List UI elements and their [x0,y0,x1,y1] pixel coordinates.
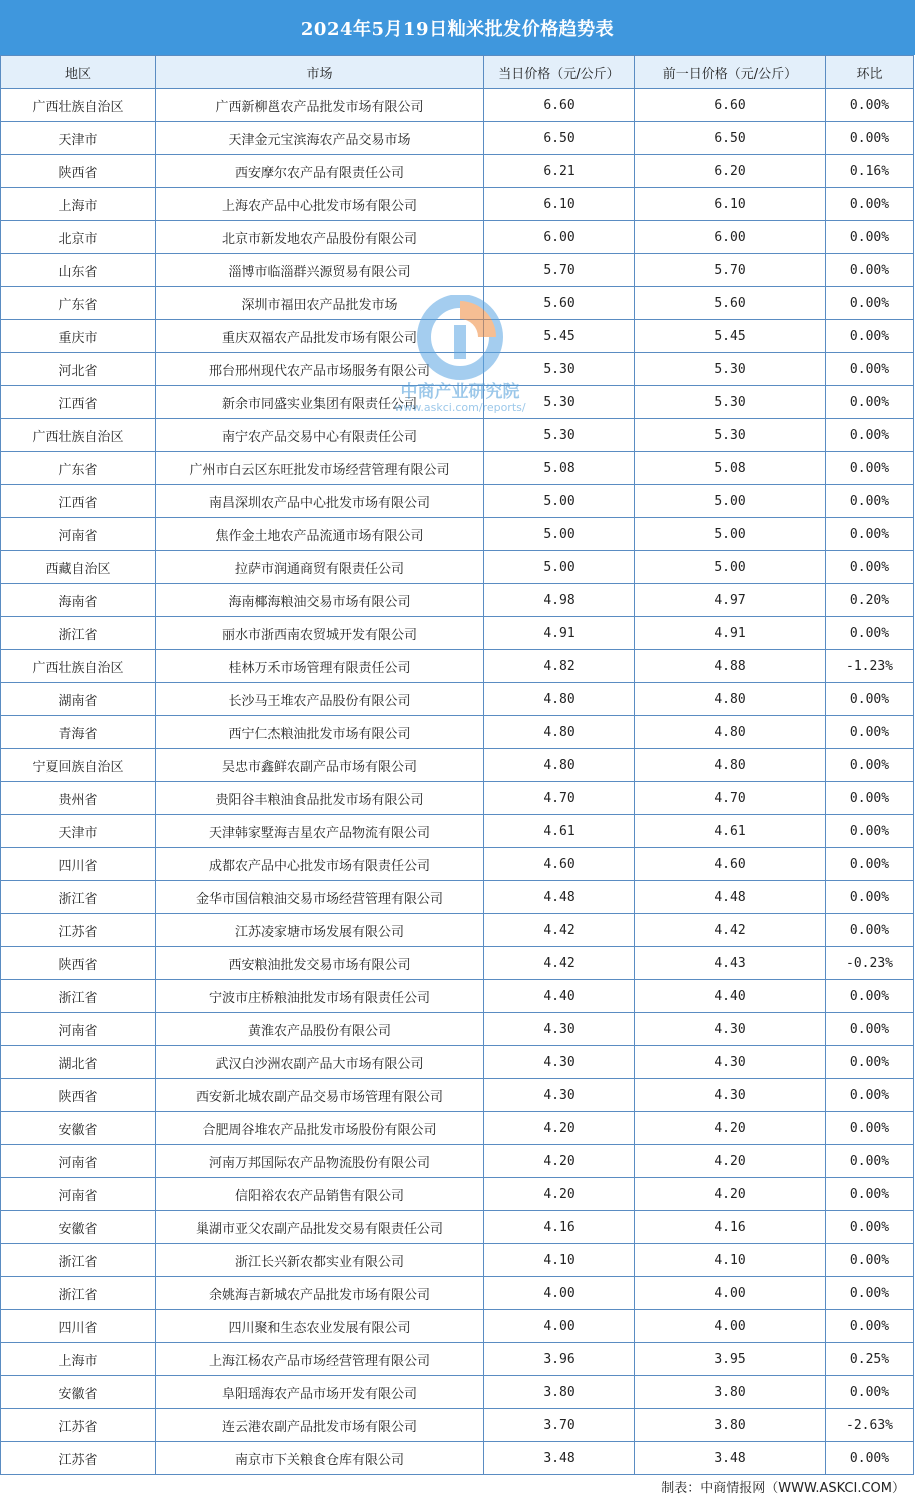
cell-prev-price: 4.00 [635,1277,826,1310]
table-row [1,914,914,947]
cell-prev-price: 5.30 [635,386,826,419]
cell-change: 0.00% [826,122,914,155]
table-row [1,452,914,485]
cell-today-price: 4.48 [484,881,635,914]
table-body [1,89,914,1475]
cell-region: 江苏省 [1,1442,156,1475]
cell-prev-price: 3.80 [635,1376,826,1409]
header-prev-price: 前一日价格（元/公斤） [635,56,826,89]
cell-region: 江苏省 [1,1409,156,1442]
table-row [1,386,914,419]
cell-market: 合肥周谷堆农产品批发市场股份有限公司 [156,1112,484,1145]
cell-change: 0.00% [826,749,914,782]
cell-change: 0.00% [826,617,914,650]
cell-market: 南京市下关粮食仓库有限公司 [156,1442,484,1475]
cell-change: 0.00% [826,188,914,221]
cell-today-price: 5.30 [484,353,635,386]
cell-market: 贵阳谷丰粮油食品批发市场有限公司 [156,782,484,815]
cell-change: 0.00% [826,914,914,947]
cell-prev-price: 6.10 [635,188,826,221]
cell-region: 青海省 [1,716,156,749]
cell-today-price: 3.80 [484,1376,635,1409]
cell-region: 安徽省 [1,1376,156,1409]
cell-today-price: 4.80 [484,683,635,716]
cell-prev-price: 4.97 [635,584,826,617]
header-today-price: 当日价格（元/公斤） [484,56,635,89]
table-row [1,1178,914,1211]
cell-market: 天津金元宝滨海农产品交易市场 [156,122,484,155]
cell-prev-price: 4.30 [635,1046,826,1079]
cell-region: 贵州省 [1,782,156,815]
cell-market: 桂林万禾市场管理有限责任公司 [156,650,484,683]
cell-region: 浙江省 [1,980,156,1013]
cell-today-price: 4.80 [484,749,635,782]
cell-today-price: 4.61 [484,815,635,848]
cell-region: 河南省 [1,1013,156,1046]
cell-region: 天津市 [1,122,156,155]
cell-today-price: 4.80 [484,716,635,749]
cell-region: 浙江省 [1,1277,156,1310]
cell-market: 重庆双福农产品批发市场有限公司 [156,320,484,353]
cell-market: 丽水市浙西南农贸城开发有限公司 [156,617,484,650]
cell-market: 宁波市庄桥粮油批发市场有限责任公司 [156,980,484,1013]
table-header-row [1,56,914,89]
cell-market: 吴忠市鑫鲜农副产品市场有限公司 [156,749,484,782]
cell-change: 0.00% [826,518,914,551]
cell-region: 海南省 [1,584,156,617]
cell-prev-price: 6.60 [635,89,826,122]
cell-region: 北京市 [1,221,156,254]
cell-prev-price: 6.00 [635,221,826,254]
cell-change: 0.00% [826,485,914,518]
table-row [1,1046,914,1079]
table-row [1,881,914,914]
cell-prev-price: 5.00 [635,518,826,551]
cell-today-price: 4.20 [484,1112,635,1145]
cell-region: 四川省 [1,1310,156,1343]
table-row [1,1079,914,1112]
table-row [1,1442,914,1475]
table-row [1,551,914,584]
cell-region: 陕西省 [1,947,156,980]
cell-change: 0.20% [826,584,914,617]
cell-today-price: 4.91 [484,617,635,650]
table-row [1,1211,914,1244]
cell-market: 广西新柳邕农产品批发市场有限公司 [156,89,484,122]
cell-change: 0.00% [826,1376,914,1409]
table-row [1,485,914,518]
table-row [1,1244,914,1277]
cell-today-price: 4.98 [484,584,635,617]
header-region: 地区 [1,56,156,89]
cell-change: 0.00% [826,386,914,419]
cell-region: 上海市 [1,1343,156,1376]
cell-change: -1.23% [826,650,914,683]
cell-market: 浙江长兴新农都实业有限公司 [156,1244,484,1277]
table-row [1,1376,914,1409]
cell-today-price: 5.45 [484,320,635,353]
cell-region: 湖北省 [1,1046,156,1079]
cell-region: 江苏省 [1,914,156,947]
table-row [1,815,914,848]
table-row [1,1409,914,1442]
table-row [1,980,914,1013]
table-row [1,683,914,716]
table-row [1,89,914,122]
cell-change: 0.00% [826,1013,914,1046]
cell-change: 0.00% [826,254,914,287]
cell-market: 阜阳瑶海农产品市场开发有限公司 [156,1376,484,1409]
cell-change: 0.00% [826,353,914,386]
cell-prev-price: 4.48 [635,881,826,914]
table-row [1,122,914,155]
cell-change: 0.00% [826,1211,914,1244]
cell-change: 0.16% [826,155,914,188]
cell-market: 西安新北城农副产品交易市场管理有限公司 [156,1079,484,1112]
cell-market: 西宁仁杰粮油批发市场有限公司 [156,716,484,749]
cell-prev-price: 5.60 [635,287,826,320]
cell-market: 海南椰海粮油交易市场有限公司 [156,584,484,617]
cell-prev-price: 4.43 [635,947,826,980]
table-title: 2024年5月19日籼米批发价格趋势表 [0,0,915,55]
cell-prev-price: 5.30 [635,419,826,452]
cell-region: 河北省 [1,353,156,386]
table-row [1,947,914,980]
table-row [1,848,914,881]
cell-today-price: 4.16 [484,1211,635,1244]
cell-prev-price: 4.88 [635,650,826,683]
cell-market: 北京市新发地农产品股份有限公司 [156,221,484,254]
cell-region: 广东省 [1,287,156,320]
cell-today-price: 6.00 [484,221,635,254]
cell-region: 陕西省 [1,1079,156,1112]
table-row [1,782,914,815]
cell-market: 南宁农产品交易中心有限责任公司 [156,419,484,452]
cell-change: 0.00% [826,551,914,584]
cell-today-price: 4.30 [484,1046,635,1079]
cell-region: 上海市 [1,188,156,221]
cell-region: 陕西省 [1,155,156,188]
cell-region: 安徽省 [1,1112,156,1145]
table-row [1,1112,914,1145]
cell-prev-price: 4.91 [635,617,826,650]
cell-change: 0.00% [826,881,914,914]
cell-today-price: 3.96 [484,1343,635,1376]
cell-prev-price: 4.80 [635,716,826,749]
cell-change: 0.00% [826,1442,914,1475]
cell-market: 黄淮农产品股份有限公司 [156,1013,484,1046]
cell-region: 安徽省 [1,1211,156,1244]
cell-today-price: 5.00 [484,551,635,584]
cell-change: 0.00% [826,1112,914,1145]
cell-market: 上海江杨农产品市场经营管理有限公司 [156,1343,484,1376]
table-row [1,287,914,320]
cell-today-price: 5.60 [484,287,635,320]
header-market: 市场 [156,56,484,89]
cell-change: 0.00% [826,1145,914,1178]
cell-market: 天津韩家墅海吉星农产品物流有限公司 [156,815,484,848]
cell-change: 0.00% [826,1079,914,1112]
cell-prev-price: 3.80 [635,1409,826,1442]
cell-prev-price: 4.70 [635,782,826,815]
cell-market: 南昌深圳农产品中心批发市场有限公司 [156,485,484,518]
cell-today-price: 5.30 [484,419,635,452]
table-row [1,1013,914,1046]
cell-region: 广西壮族自治区 [1,419,156,452]
cell-today-price: 6.21 [484,155,635,188]
cell-today-price: 4.20 [484,1178,635,1211]
table-row [1,188,914,221]
table-row [1,1277,914,1310]
cell-region: 广西壮族自治区 [1,650,156,683]
cell-change: 0.25% [826,1343,914,1376]
table-row [1,716,914,749]
cell-region: 广东省 [1,452,156,485]
cell-market: 长沙马王堆农产品股份有限公司 [156,683,484,716]
table-row [1,518,914,551]
cell-market: 上海农产品中心批发市场有限公司 [156,188,484,221]
cell-region: 宁夏回族自治区 [1,749,156,782]
table-row [1,650,914,683]
cell-prev-price: 4.00 [635,1310,826,1343]
cell-market: 拉萨市润通商贸有限责任公司 [156,551,484,584]
cell-market: 新余市同盛实业集团有限责任公司 [156,386,484,419]
table-row [1,419,914,452]
cell-prev-price: 5.00 [635,485,826,518]
cell-market: 西安摩尔农产品有限责任公司 [156,155,484,188]
cell-prev-price: 4.61 [635,815,826,848]
table-row [1,221,914,254]
cell-prev-price: 3.48 [635,1442,826,1475]
cell-region: 山东省 [1,254,156,287]
watermark-url: www.askci.com/reports/ [394,401,526,414]
cell-change: 0.00% [826,452,914,485]
cell-today-price: 5.70 [484,254,635,287]
cell-change: 0.00% [826,320,914,353]
cell-region: 四川省 [1,848,156,881]
cell-change: 0.00% [826,1310,914,1343]
cell-region: 河南省 [1,1178,156,1211]
cell-change: 0.00% [826,716,914,749]
cell-prev-price: 5.00 [635,551,826,584]
cell-region: 天津市 [1,815,156,848]
cell-today-price: 4.60 [484,848,635,881]
cell-today-price: 4.42 [484,914,635,947]
cell-market: 河南万邦国际农产品物流股份有限公司 [156,1145,484,1178]
cell-change: 0.00% [826,1277,914,1310]
cell-change: 0.00% [826,287,914,320]
cell-prev-price: 5.45 [635,320,826,353]
cell-today-price: 4.00 [484,1277,635,1310]
cell-prev-price: 6.20 [635,155,826,188]
cell-change: 0.00% [826,980,914,1013]
cell-prev-price: 4.30 [635,1013,826,1046]
cell-change: 0.00% [826,89,914,122]
cell-today-price: 4.30 [484,1013,635,1046]
cell-prev-price: 5.08 [635,452,826,485]
cell-prev-price: 4.20 [635,1145,826,1178]
table-row [1,1343,914,1376]
cell-prev-price: 4.80 [635,749,826,782]
cell-prev-price: 4.16 [635,1211,826,1244]
price-table [0,55,914,1475]
cell-region: 江西省 [1,386,156,419]
cell-region: 江西省 [1,485,156,518]
table-row [1,584,914,617]
cell-today-price: 5.00 [484,518,635,551]
table-row [1,155,914,188]
cell-region: 重庆市 [1,320,156,353]
cell-today-price: 6.60 [484,89,635,122]
table-row [1,254,914,287]
cell-prev-price: 4.60 [635,848,826,881]
cell-market: 邢台邢州现代农产品市场服务有限公司 [156,353,484,386]
cell-market: 四川聚和生态农业发展有限公司 [156,1310,484,1343]
table-row [1,749,914,782]
cell-prev-price: 4.80 [635,683,826,716]
cell-prev-price: 3.95 [635,1343,826,1376]
cell-prev-price: 4.30 [635,1079,826,1112]
cell-today-price: 4.00 [484,1310,635,1343]
cell-change: 0.00% [826,1244,914,1277]
table-row [1,1310,914,1343]
cell-change: -0.23% [826,947,914,980]
cell-change: 0.00% [826,1178,914,1211]
cell-change: -2.63% [826,1409,914,1442]
cell-market: 金华市国信粮油交易市场经营管理有限公司 [156,881,484,914]
cell-prev-price: 4.20 [635,1178,826,1211]
cell-region: 河南省 [1,518,156,551]
cell-market: 江苏凌家塘市场发展有限公司 [156,914,484,947]
cell-today-price: 6.50 [484,122,635,155]
cell-region: 湖南省 [1,683,156,716]
table-footer-credit: 制表：中商情报网（WWW.ASKCI.COM） [661,1481,905,1496]
cell-today-price: 5.30 [484,386,635,419]
cell-region: 西藏自治区 [1,551,156,584]
cell-prev-price: 5.30 [635,353,826,386]
cell-region: 广西壮族自治区 [1,89,156,122]
cell-region: 河南省 [1,1145,156,1178]
cell-today-price: 4.20 [484,1145,635,1178]
cell-market: 西安粮油批发交易市场有限公司 [156,947,484,980]
cell-today-price: 4.42 [484,947,635,980]
cell-market: 武汉白沙洲农副产品大市场有限公司 [156,1046,484,1079]
cell-today-price: 3.70 [484,1409,635,1442]
cell-market: 余姚海吉新城农产品批发市场有限公司 [156,1277,484,1310]
cell-region: 浙江省 [1,617,156,650]
cell-prev-price: 5.70 [635,254,826,287]
table-row [1,320,914,353]
cell-region: 浙江省 [1,1244,156,1277]
table-row [1,353,914,386]
cell-today-price: 4.70 [484,782,635,815]
cell-prev-price: 4.10 [635,1244,826,1277]
cell-prev-price: 4.20 [635,1112,826,1145]
cell-today-price: 3.48 [484,1442,635,1475]
cell-market: 淄博市临淄群兴源贸易有限公司 [156,254,484,287]
cell-market: 广州市白云区东旺批发市场经营管理有限公司 [156,452,484,485]
cell-change: 0.00% [826,782,914,815]
cell-market: 巢湖市亚父农副产品批发交易有限责任公司 [156,1211,484,1244]
cell-region: 浙江省 [1,881,156,914]
cell-market: 信阳裕农农产品销售有限公司 [156,1178,484,1211]
cell-prev-price: 4.42 [635,914,826,947]
cell-market: 连云港农副产品批发市场有限公司 [156,1409,484,1442]
cell-today-price: 4.10 [484,1244,635,1277]
cell-change: 0.00% [826,848,914,881]
cell-change: 0.00% [826,221,914,254]
cell-today-price: 4.40 [484,980,635,1013]
header-change: 环比 [826,56,914,89]
cell-today-price: 4.30 [484,1079,635,1112]
cell-today-price: 6.10 [484,188,635,221]
cell-today-price: 5.08 [484,452,635,485]
cell-change: 0.00% [826,815,914,848]
cell-today-price: 4.82 [484,650,635,683]
cell-market: 深圳市福田农产品批发市场 [156,287,484,320]
cell-market: 焦作金土地农产品流通市场有限公司 [156,518,484,551]
table-row [1,1145,914,1178]
cell-prev-price: 6.50 [635,122,826,155]
cell-today-price: 5.00 [484,485,635,518]
cell-change: 0.00% [826,683,914,716]
table-row [1,617,914,650]
cell-prev-price: 4.40 [635,980,826,1013]
cell-change: 0.00% [826,419,914,452]
cell-market: 成都农产品中心批发市场有限责任公司 [156,848,484,881]
cell-change: 0.00% [826,1046,914,1079]
watermark-name: 中商产业研究院 [400,382,520,402]
